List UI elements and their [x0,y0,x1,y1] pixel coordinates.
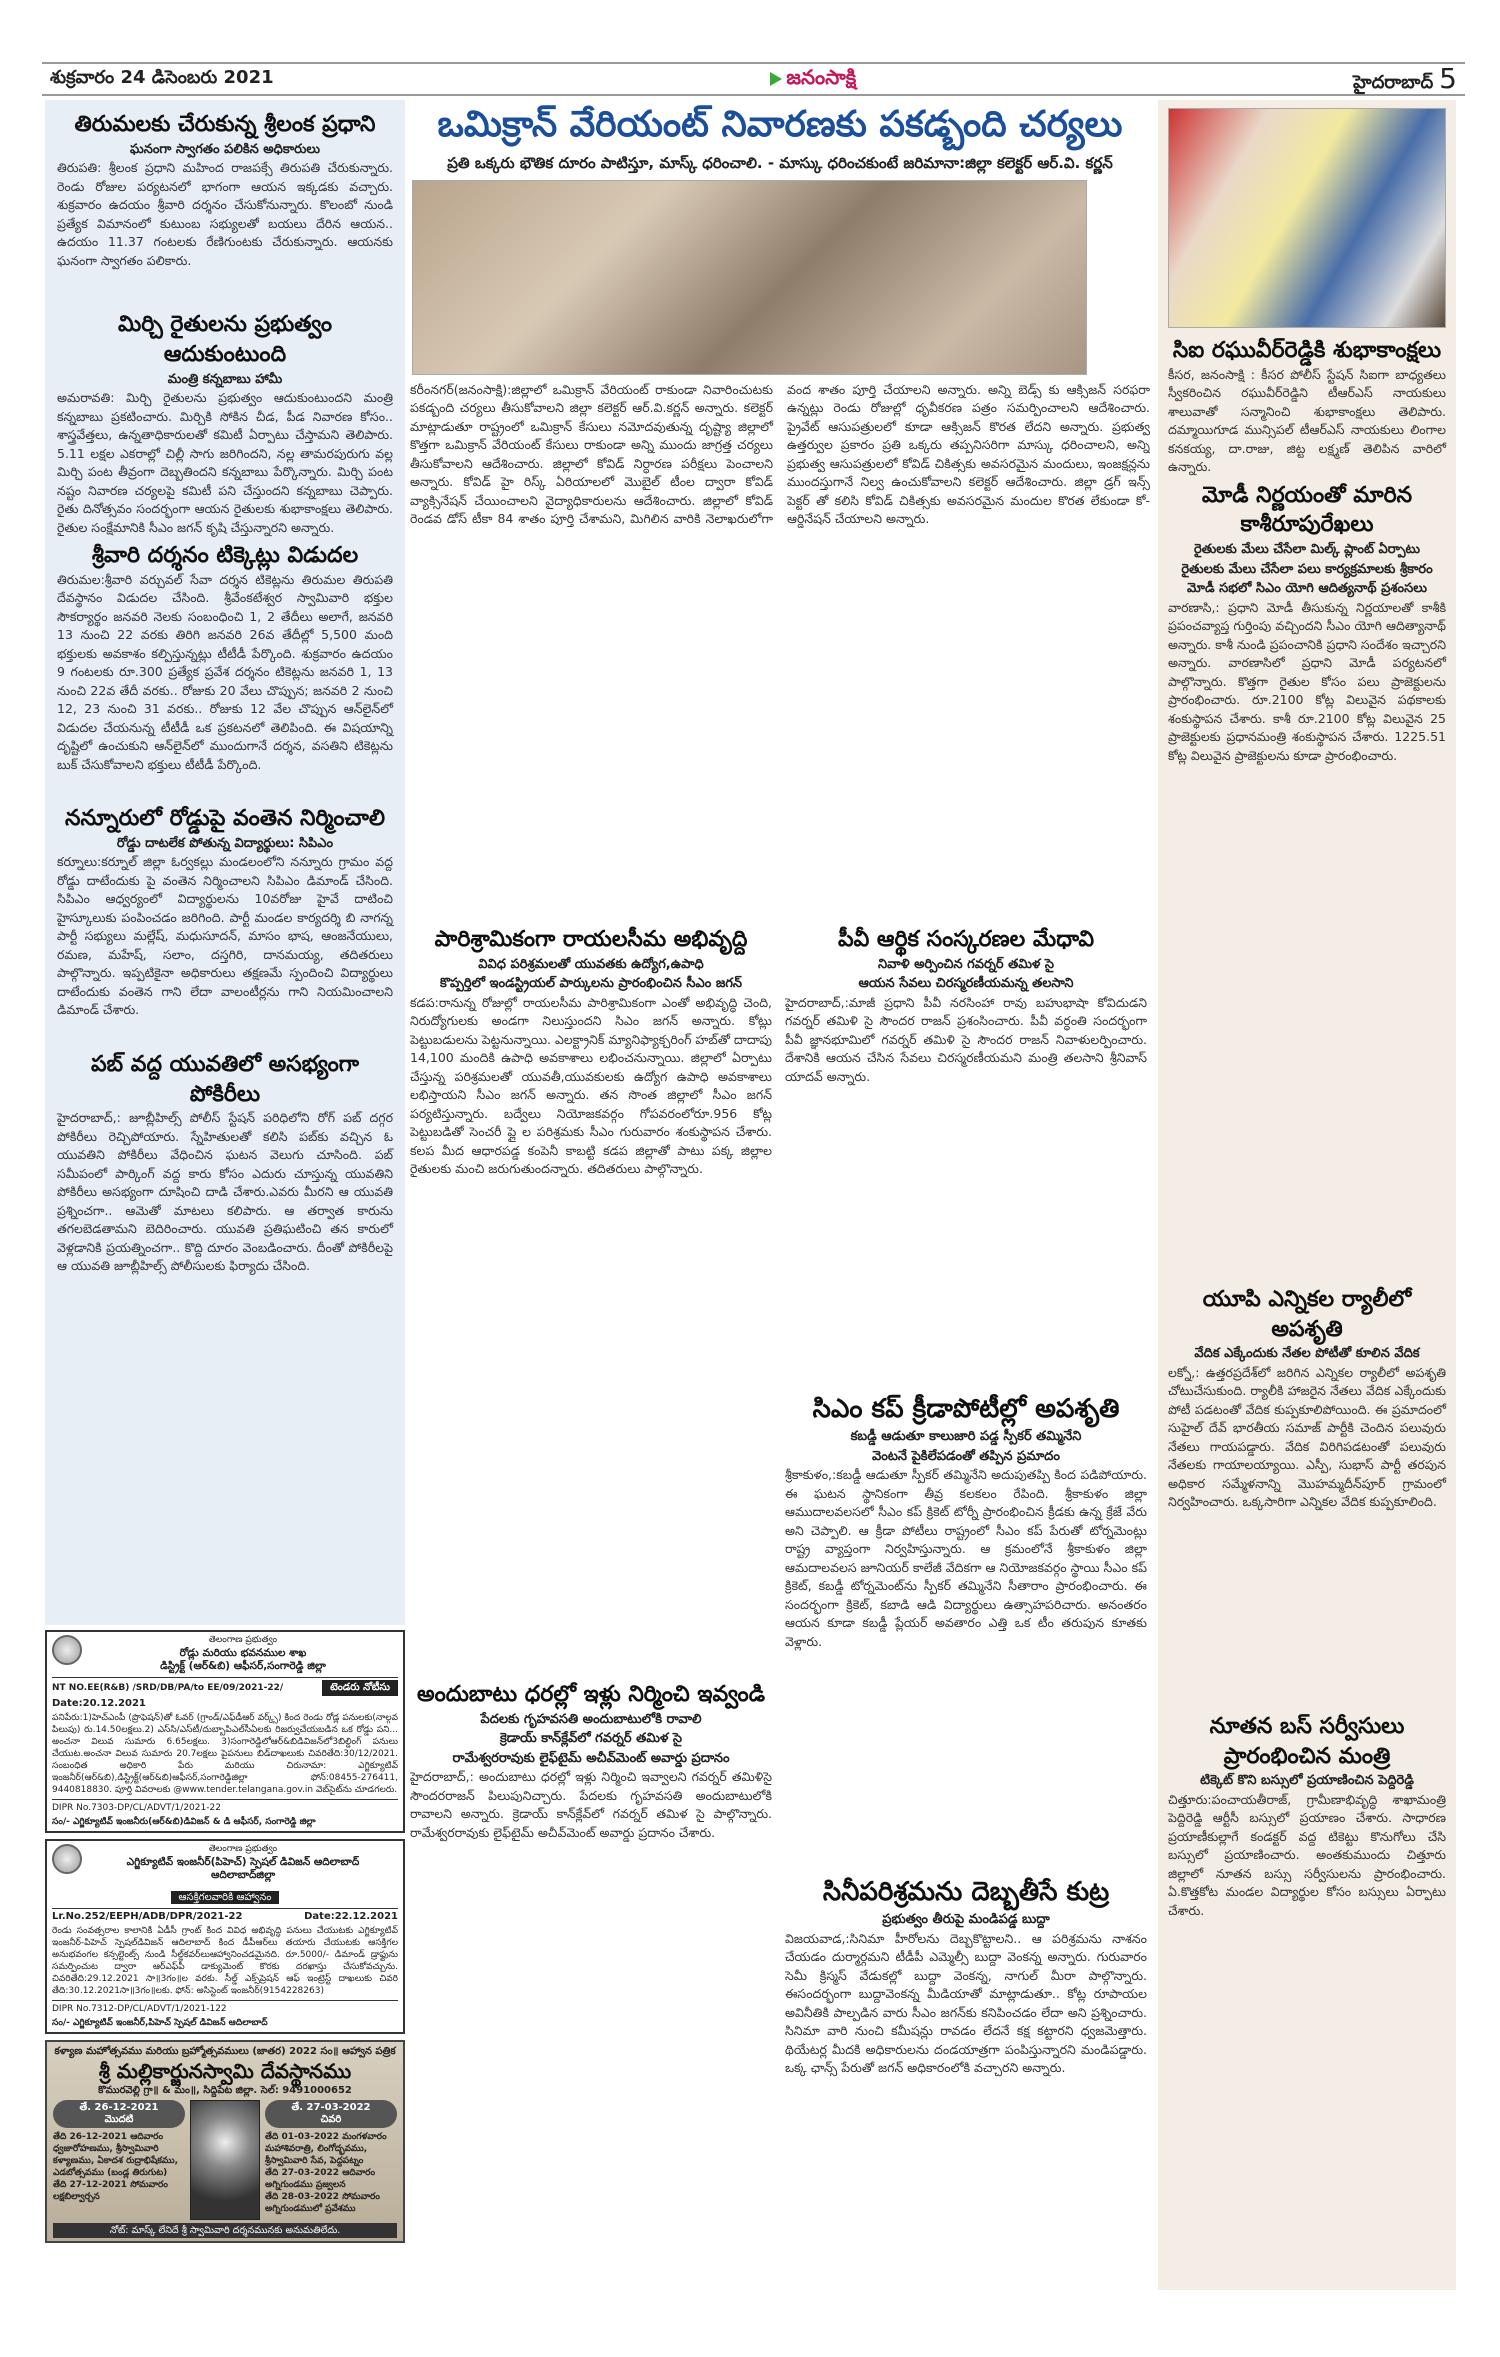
subhead: రామేశ్వరరావుకు లైఫ్‌టైమ్ అచీవ్‌మెంట్ అవార్డు ప్రదానం [452,1750,730,1766]
article-body: కీసర, జనంసాక్షి : కీసర పోలీస్ స్టేషన్ సిఐగా బాధ్యతలు స్వీకరించిన రఘువీర్‌రెడ్డిని టీఆర్‌ఎస్ నాయకులు శాలువాతో సన్మానించి శుభాకాంక్షలు తెలిపారు. దమ్మాయిగూడ మున్సిపల్ టీఆర్‌ఎస్ నాయకులు లింగాల కనకయ్య, దా.రాజు, జిట్ట లక్ష్మణ్ తెలిపిన వారిలో ఉన్నారు. [1168,366,1446,475]
article-up-rally [1168,1285,1446,1512]
page-number: 5 [1439,61,1457,95]
ad-ref: Lr.No.252/EEPH/ADB/DPR/2021-22 [52,1910,243,1922]
subhead: మోడీ సభలో సిఎం యోగి ఆదిత్యనాథ్ ప్రశంసలు [1187,581,1427,597]
ad-ref-bar [52,1908,398,1922]
temple-right-schedule [265,2100,397,2220]
article-cinema-industry [785,1875,1147,2290]
ad-signature: సం/- ఎగ్జిక్యూటివ్ ఇంజనీరు(ఆర్&బి)డివిజన్ & డి ఆఫీసర్, సంగారెడ్డి జిల్లా [52,1816,316,1827]
event-date: తేది 27-03-2022 ఆదివారం [265,2168,376,2178]
article-body: కరీంనగర్(జనంసాక్షి):జిల్లాలో ఒమిక్రాన్ వేరియంట్ రాకుండా నివారించుటకు పకడ్బంది చర్యలు తీసుకోవాలని జిల్లా కలెక్టర్ ఆర్.వి.కర్ణన్ అన్నారు. కలెక్టర్ మాట్లాడుతూ రాష్ట్రంలో ఒమిక్రాన్ కేసులు నమోదవుతున్న దృష్ట్యా జిల్లాలో కొత్తగా ఒమిక్రాన్ వేరియంట్ కేసులు రాకుండా అన్ని ముందు జాగ్రత్త చర్యలు తీసుకోవాలని ఆదేశించారు. జిల్లాలో కోవిడ్ నిర్ధారణ పరీక్షలు పెంచాలని అన్నారు. కోవిడ్ హై రిస్క్ ఏరియాలలో మొబైల్ టీంల ద్వారా కోవిడ్ వ్యాక్సినేషన్ చేయించాలని వైద్యాధికారులను ఆదేశించారు. జిల్లాలో కోవిడ్ రెండవ డోస్ టీకా 84 శాతం పూర్తి చేశామని, మిగిలిన వారికి నెలాఖరులోగా వంద శాతం పూర్తి చేయాలని అన్నారు. అన్ని బెడ్స్ కు ఆక్సిజన్ సరఫరా ఉన్నట్లు రెండు రోజుల్లో ధృవీకరణ పత్రం సమర్పించాలని ఆదేశించారు. ప్రైవేట్ ఆసుపత్రులలో కూడా ఆక్సిజన్ కొరత లేదని అన్నారు. ప్రభుత్వ ఉత్తర్వుల ప్రకారం ప్రతి ఒక్కరు తప్పనిసరిగా మాస్కు ధరించాలని, అన్ని ప్రభుత్వ ఆసుపత్రులలో కోవిడ్ చికిత్సకు అవసరమైన మందులు, ఇంజక్షన్లను ముందస్తుగానే నిల్వ ఉంచుకోవాలని కలెక్టర్ ఆదేశించారు. జిల్లా డ్రగ్ ఇన్స్ పెక్టర్ తో కలిసి కోవిడ్ చికిత్సకు అవసరమైన మందుల కొరత లేకుండా కో-ఆర్డినేషన్ చేయాలని అన్నారు. [410,381,1150,527]
article-body: హైదరాబాద్,: జూబ్లీహిల్స్ పోలీస్ స్టేషన్ పరిధిలోని రోగ్ పబ్ దగ్గర పోకిరీలు రెచ్చిపోయారు. స్నేహితులతో కలిసి పబ్‌కు వచ్చిన ఓ యువతిని పోకిరీలు వేధించిన ఘటన వెలుగు చూసింది. పబ్ సమీపంలో పార్కింగ్ వద్ద కారు కోసం ఎదురు చూస్తున్న యువతిని పోకిరీలు అసభ్యంగా దూషించి దాడి చేశారు.ఎవరు మీరని ఆ యువతి ప్రశ్నించగా.. ఆమెతో మాటలు కలిపారు. ఆ తర్వాత కారును తగలబెడతామని బెదిరించారు. యువతి ప్రతిఘటించి తన కారులో వెళ్లడానికి ప్రయత్నించగా.. కొద్ది దూరం వెంబడించారు. దీంతో పోకిరీలపై ఆ యువతి జూబ్లీహిల్స్ పోలీసులకు ఫిర్యాదు చేసింది. [57,1110,393,1274]
ad-dept-line: ఎగ్జిక్యూటివ్ ఇంజనీర్(పిహెచ్) స్పెషల్ డివిజన్ ఆదిలాబాద్ [126,1855,360,1868]
ad-signature: సం/- ఎగ్జిక్యూటివ్ ఇంజనీర్,పిహెచ్ స్పెషల్ డివిజన్ ఆదిలాబాద్ [52,2017,268,2028]
headline: శ్రీవారి దర్శనం టిక్కెట్లు విడుదల [91,543,359,569]
article-body: తిరుమల:శ్రీవారి వర్చువల్ సేవా దర్శన టికెట్లను తిరుమల తిరుపతి దేవస్థానం విడుదల చేసింది. శ్రీవేంకటేశ్వర స్వామివారి భక్తుల సౌకర్యార్థం జనవరి నెలకు సంబంధించి 1, 2 తేదీలు అలాగే, జనవరి 13 నుంచి 22 వరకు తిరిగి జనవరి 26వ తేదీల్లో 5,500 మంది భక్తులకు అవకాశం కల్పిస్తున్నట్లు టీటీడీ పేర్కొంది. శుక్రవారం ఉదయం 9 గంటలకు రూ.300 ప్రత్యేక ప్రవేశ దర్శనం టికెట్లను జనవరి 1, 13 నుంచి 22వ తేదీ వరకు.. రోజుకు 20 వేలు చొప్పున; జనవరి 2 నుంచి 12, 23 నుంచి 31 వరకు.. రోజుకు 12 వేల చొప్పున ఆన్‌లైన్‌లో విడుదల చేయనున్న టీటీడీ ఒక ప్రకటనలో తెలిపింది. ఈ విషయాన్ని దృష్టిలో ఉంచుకుని ఆన్‌లైన్‌లో ముందుగానే దర్శన, వసతిని టికెట్లను బుక్ చేసుకోవాలని భక్తులు టీటీడీ పేర్కొంది. [57,571,393,772]
ad-body: రెండు సంవత్సరాల కాలానికి ఏడీసీ గ్రాంట్ కింద వివిధ అభివృద్ధి పనులు చేయుటకు ఎగ్జిక్యూటివ్ ఇంజనీర్-పిహెచ్ స్పెషల్‌డివిజన్ ఆదిలాబాద్ కింద డీపీఆర్‌లు తయారు చేయుటకు ఆసక్తిగల అనుభవంగల కన్సల్టెంట్స్ నుండి సీల్డ్‌కవర్‌లుఆహ్వానించడమైనది. రూ.5000/- డిమాండ్ డ్రాఫ్టును సమర్పించుట ద్వారా ఆర్‌ఎఫ్‌పీ డాక్యుమెంట్ కొరకు దరఖాస్తు చేసుకోవచ్చును. చివరితేది:29.12.2021 సా॥3గం॥ల వరకు. సీల్డ్ ఎక్స్‌ప్రెషన్ ఆఫ్ ఇంట్రెస్ట్ దాఖలుకు చివరి తేది:30.12.2021సా॥3గం॥లకు. ఫోన్: అసిస్టెంట్ ఇంజనీర్(9154228263) [52,1925,398,1996]
article-srilanka-pm [57,110,393,270]
start-date: తే. 26-12-2021 [79,2102,159,2113]
headline: పీవీ ఆర్థిక సంస్కరణల మేధావి [837,927,1095,952]
ad-footer [52,1799,398,1828]
subhead: కొప్పర్తిలో ఇండస్ట్రియల్ పార్కులను ప్రారంభించిన సీఎం జగన్ [439,976,743,992]
ad-dipr: DIPR No.7312-DP/CL/ADVT/1/2021-122 [52,2003,227,2014]
event-desc: అగ్నిగుండము ప్రజ్వలన [265,2180,346,2190]
subhead: నివాళి అర్పించిన గవర్నర్ తమిళ సై [877,956,1055,972]
event-date: తేది 01-03-2022 మంగళవారం [265,2132,387,2142]
headline: సినీపరిశ్రమను దెబ్బతీసే కుట్ర [822,1877,1110,1907]
subhead: వివిధ పరిశ్రమలతో యువతకు ఉద్యోగ,ఉపాధి [478,956,704,972]
article-pub-harassment [57,1050,393,1276]
eeph-notice-ad [45,1839,405,2034]
ad-dept-line: ఆదిలాబాద్‌జిల్లా [210,1869,276,1882]
newspaper-logo [770,65,856,94]
logo-text: జనంసాక్షి [786,64,857,89]
subhead: ఆయన సేవలు చిరస్మరణీయమన్న తలసాని [858,976,1074,992]
lead-story [410,102,1150,907]
article-body: హైదరాబాద్,: అందుబాటు ధరల్లో ఇళ్లు నిర్మించి ఇవ్వాలని గవర్నర్ తమిళిసై సౌందరరాజన్ పిలుపునిచ్చారు. పేదలకు గృహవసతి అందుబాటులోకి రావాలని అన్నారు. క్రెడాయ్ కాన్‌క్లేవ్‌లో గవర్నర్ తమిళ సై పాల్గొన్నారు. రామేశ్వరరావుకు లైఫ్‌టైమ్ అచీవ్‌మెంట్ అవార్డు ప్రదానం చేశారు. [410,1769,772,1840]
subhead: ప్రభుత్వం తీరుపై మండిపడ్డ బుద్దా [882,1912,1050,1928]
subhead: ఘనంగా స్వాగతం పలికిన అధికారులు [129,141,321,157]
headline: మిర్చి రైతులను ప్రభుత్వం ఆదుకుంటుంది [117,312,333,367]
deity-image [190,2100,260,2220]
headline: మోడీ నిర్ణయంతో మారిన కాశీరూపురేఖలు [1201,482,1413,538]
headline: పబ్ వద్ద యువతిలో అసభ్యంగా పోకిరీలు [91,1051,359,1107]
article-cm-cup [785,1392,1147,1872]
headline: సిఎం కప్ క్రీడాపోటీల్లో అపశృతి [812,1394,1120,1424]
article-body: అమరావతి: మిర్చి రైతులను ప్రభుత్వం ఆదుకుంటుందని మంత్రి కన్నబాబు ప్రకటించారు. మిర్చికి సోకిన చీడ, పీడ నివారణ కోసం.. శాస్త్రవేత్తలు, ఉన్నతాధికారులతో కమిటీ ఏర్పాటు చేస్తామని తెలిపారు. 5.11 లక్షల ఎకరాల్లో చిల్లీ సాగు జరిగిందని, నల్ల తామరపురుగు వల్ల మిర్చి పంట తీవ్రంగా దెబ్బతిందని కన్నబాబు పేర్కొన్నారు. మిర్చి పంట నష్టం నివారణ చర్యలపై కమిటీ పని చేస్తుందని కన్నబాబు చెప్పారు. రైతు దినోత్సవం సందర్భంగా ఆయన రైతులకు శుభాకాంక్షలు తెలిపారు. రైతుల సంక్షేమానికి సీఎం జగన్ కృషి చేస్తున్నారని అన్నారు. [57,390,393,535]
event-desc: మహాశివరాత్రి, లింగోద్భవము, శ్రీస్వామివారి సేవ, పెద్దపట్నం [265,2144,368,2166]
telangana-seal-icon [52,1844,82,1874]
article-darshan-tickets [57,541,393,774]
article-body: లక్నో,: ఉత్తరప్రదేశ్‌లో జరిగిన ఎన్నికల ర్యాలీలో అపశృతి చోటుచేసుకుంది. ర్యాలీకి హాజరైన నేతలు వేదిక ఎక్కేందుకు పోటీ పడటంతో వేదిక కుప్పకూలిపోయింది. ఈ ప్రమాదంలో సుహైల్ దేవ్ భారతీయ సమాజ్ పార్టీకి చెందిన పలువురు నేతలు గాయపడ్డారు. వేదిక విరిగిపడటంతో పలువురు నేతలకు గాయాలయ్యాయి. ఎస్పీ, సుభాస్ పార్టీ తరపున అధికార సమ్మేళనాన్ని మొహమ్మదీన్‌పూర్ గ్రామంలో నిర్వహించారు. ఒక్కసారిగా ఎన్నికల వేదిక కుప్పకూలింది. [1168,1364,1446,1510]
city-name: హైదరాబాద్ [1353,71,1434,93]
masthead [42,62,1465,96]
ad-body: పనిపేరు:1)హెచ్ఎంపీ (ప్రొఫెషన్)తో ఓవర్ (గ్రాండ్/ఎఫ్‌డీఆర్ వర్క్స్) కింద రెండు రోడ్ల పనులకు(నాల్గవ పిలుపు) రు.14.50లక్షలు.2) ఎస్‌సి/ఎస్‌టీ/దుబ్బాపిఎల్‌సీఏలకు రిజర్వుచేయబడిన ఒక రోడ్డు పని... అంచనా విలువ సుమారు 6.65లక్షలు. 3)సంగారెడ్డిలోఆర్&బిడివిజన్‌లో3బిల్డింగ్ పనులు చేయుట.అంచనా విలువ సుమారు 20.7లక్షలు పైపనులు బిడ్‌దాఖలుకు చివరితేది:30/12/2021. సంబంధిత అధికారి పేరు మరియు చిరునామా: ఎగ్జిక్యూటివ్ ఇంజనీర్(ఆర్&బి),డిస్ట్రిక్ట్(ఆర్&బి)ఆఫీసర్,సంగారెడ్డిజిల్లా ఫోన్:08455-276411, 9440818830. పూర్తి వివరాలకు @www.tender.telangana.gov.in వెబ్‌సైట్‌ను చూడగలరు. [52,1712,398,1795]
start-date-badge [53,2100,185,2128]
ad-tag: ఆసక్తిగలవారికి ఆహ్వానం [171,1891,280,1904]
temple-address: కొమురవెల్లి గ్రా॥ & మం॥, సిద్దిపేట జిల్లా. సెల్: 9491000652 [98,2085,352,2096]
temple-name: శ్రీ మల్లికార్జునస్వామి దేవస్థానము [98,2059,352,2083]
ad-date: Date:22.12.2021 [304,1910,398,1922]
temple-note: నోట్: మాస్క్ లేనిదే శ్రీ స్వామివారి దర్శనమునకు అనుమతిలేదు. [53,2223,397,2238]
leaf-icon [770,72,782,86]
article-new-buses [1168,1712,1446,1920]
headline: నన్నూరులో రోడ్డుపై వంతెన నిర్మించాలి [65,806,385,832]
lead-headline: ఒమిక్రాన్ వేరియంట్ నివారణకు పకడ్బంది చర్యలు [437,104,1123,145]
ad-ref: NT NO.EE(R&B) /SRD/DB/PA/to EE/09/2021-22/ [52,1682,284,1693]
end-label: చివరి [320,2114,342,2125]
ad-department [52,1844,398,1883]
event-desc: లక్షబిల్వార్చన [53,2192,100,2202]
left-column [45,100,405,1625]
headline: నూతన బస్ సర్వీసులు ప్రారంభించిన మంత్రి [1209,1713,1405,1769]
ad-dept-line: రోడ్లు మరియు భవనముల శాఖ [179,1646,307,1659]
article-ci-raghuveer [1168,336,1446,477]
ad-state: తెలంగాణ ప్రభుత్వం [208,1635,278,1645]
article-body: విజయవాడ,:సినిమా హీరోలను దెబ్బకొట్టాలని.. ఆ పరిశ్రమను నాశనం చేయడం దుర్మార్గమని టీడీపీ ఎమ్మెల్సీ బుద్దా వెంకన్న అన్నారు. గురువారం సెమీ క్రిస్మస్ వేడుకల్లో బుద్దా వెంకన్న, నాగుల్ మీరా పాల్గొన్నారు. ఈసందర్భంగా బుద్దావెంకన్న మీడియాతో మాట్లాడుతూ.. కోట్ల రూపాయల అవినీతికి పాల్పడిన వారు సీఎం జగన్‌కు కనిపించడం లేదా అని ప్రశ్నించారు. సినిమా వారి నుంచి కమీషన్లు రావడం లేదనే కక్ష కట్టారని ధ్వజమెత్తారు. థియేటర్ల మీదకి అధికారులను దండయాత్రగా పంపిస్తున్నారని మండిపడ్డారు. ఒక్క ఛాన్స్ పేరుతో జగన్ అధికారంలోకి వచ్చారని అన్నారు. [785,1930,1147,2076]
article-rayalaseema [410,925,772,1670]
subhead: వేదిక ఎక్కేందుకు నేతల పోటీతో కూలిన వేదిక [1194,1346,1420,1362]
ad-department [52,1635,398,1674]
article-nannur-bridge [57,804,393,1020]
article-kashi [1168,481,1446,765]
ad-dipr: DIPR No.7303-DP/CL/ADVT/1/2021-22 [52,1802,221,1813]
article-body: వారణాసి,: ప్రధాని మోడీ తీసుకున్న నిర్ణయాలతో కాశీకి ప్రపంచవ్యాప్త గుర్తింపు వచ్చిందని సీఎం యోగి ఆదిత్యానాథ్ అన్నారు. కాశీ నుండి ప్రపంచానికి ప్రధాని సందేశం ఇచ్చారని అన్నారు. వారణాసిలో ప్రధాని మోడీ పర్యటనలో పాల్గొన్నారు. కొత్తగా రైతుల కోసం పలు ప్రాజెక్టులను ప్రారంభించారు. రూ.2100 కోట్ల విలువైన పథకాలకు శంకుస్థాపన చేశారు. కాశీ రూ.2100 కోట్ల విలువైన 25 ప్రాజెక్టులకు ప్రధానమంత్రి శంకుస్థాపన చేశారు. 1225.51 కోట్ల విలువైన ప్రాజెక్టులను కూడా ప్రారంభించారు. [1168,599,1446,763]
article-housing [410,1680,772,2290]
subhead: రైతులకు మేలు చేసేలా పలు కార్యక్రమాలకు శ్రీకారం [1181,561,1433,577]
lead-subhead: ప్రతి ఒక్కరు భౌతిక దూరం పాటిస్తూ, మాస్క్ ధరించాలి. - మాస్కు ధరించకుంటే జరిమానా:జిల్లా కలెక్టర్ ఆర్.వి. కర్ణన్ [447,153,1113,172]
article-pv-narasimha-rao [785,925,1147,1385]
temple-invite-line: కళ్యాణ మహోత్సవము మరియు బ్రహ్మోత్సవములు (జాతర) 2022 సం॥ ఆహ్వాన పత్రిక [54,2046,396,2057]
ad-date: Date:20.12.2021 [52,1697,146,1709]
subhead: టిక్కెట్ కొని బస్సులో ప్రయాణించిన పెద్దిరెడ్డి [1200,1773,1414,1789]
issue-date: శుక్రవారం 24 డిసెంబరు 2021 [50,66,274,88]
headline: పారిశ్రామికంగా రాయలసీమ అభివృద్ది [434,927,748,952]
ad-dept-line: డిస్ట్రిక్ట్ (ఆర్&బి) ఆఫీసర్,సంగారెడ్డి జిల్లా [160,1660,326,1673]
subhead: మంత్రి కన్నబాబు హామీ [167,371,283,387]
ad-footer [52,2000,398,2029]
article-body: హైదరాబాద్,:మాజీ ప్రధాని పీవీ నరసింహా రావు బహుభాషా కోవిదుడని గవర్నర్ తమిళి సై సౌందర రాజన్ ప్రశంసించారు. పీవీ వర్ధంతి సందర్భంగా పీవీ జ్ఞానభూమిలో గవర్నర్ తమిళి సై సౌందర రాజన్ నివాళులర్పించారు. దేశానికి ఆయన చేసిన సేవలు చిరస్మరణీయమని మంత్రి తలసాని శ్రీనివాస్ యాదవ్ అన్నారు. [785,994,1147,1084]
collector-meeting-photo [412,180,1087,375]
right-column [1158,100,1456,2290]
event-date: తేది 26-12-2021 ఆదివారం [53,2132,164,2142]
ad-state: తెలంగాణ ప్రభుత్వం [208,1844,278,1854]
article-body: కడప:రానున్న రోజుల్లో రాయలసీమ పారిశ్రామికంగా ఎంతో అభివృద్ధి చెంది, నిరుద్యోగులకు అండగా నిలుస్తుందని సిఎం జగన్ అన్నారు. కోట్లు పెట్టుబడులను పెట్టనున్నాయి. ఎలక్ట్రానిక్ మ్యానిఫ్యాక్చరింగ్ హబ్‌తో దాదాపు 14,100 మందికి ఉపాధి అవకాశాలు లభించనున్నాయి. జిల్లాలో ఏర్పాటు చేస్తున్న పరిశ్రమలతో యువతీ,యువకులకు ఉద్యోగ ఉపాధి అవకాశాలు లభిస్తాయని సీఎం జగన్ అన్నారు. తన సొంత జిల్లాలో సీఎం జగన్ పర్యటిస్తున్నారు. బద్వేలు నియోజకవర్గం గోపవరంలోరూ.956 కోట్ల పెట్టుబడితో సెంచరీ ప్లై ల పరిశ్రమకు సీఎం గురువారం శంకుస్థాపన చేశారు. కలప మీద ఆధారపడ్డ కంపెనీ కాబట్టి కడప జిల్లాతో పాటు పక్క జిల్లాల రైతులకు మంచి జరుగుతుందన్నారు. తదితరులు పాల్గొన్నారు. [410,994,772,1177]
subhead: వెంటనే పైకిలేపడంతో తప్పిన ప్రమాదం [872,1448,1060,1464]
end-date-badge [265,2100,397,2128]
temple-left-schedule [53,2100,185,2220]
headline: తిరుమలకు చేరుకున్న శ్రీలంక ప్రధాని [74,112,376,137]
telangana-seal-icon [52,1635,82,1665]
rb-tender-ad [45,1630,405,1833]
ad-ref-bar [52,1677,398,1709]
headline: సిఐ రఘువీర్‌రెడ్డికి శుభాకాంక్షలు [1172,338,1442,363]
subhead: రైతులకు మేలు చేసేలా మిల్క్ ప్లాంట్ ఏర్పాటు [1193,542,1421,558]
subhead: రోడ్డు దాటలేక పోతున్న విద్యార్థులు: సిపిఎం [116,835,334,851]
article-body: తిరుపతి: శ్రీలంక ప్రధాని మహింద రాజపక్సే తిరుపతి చేరుకున్నారు. రెండు రోజుల పర్యటనలో భాగంగా ఆయన ఇక్కడకు వచ్చారు. శుక్రవారం ఉదయం శ్రీవారి దర్శనం చేసుకోనున్నారు. కొలంబో నుండి ప్రత్యేక విమానంలో కుటుంబ సభ్యులతో బయలు దేరిన ఆయన.. ఉదయం 11.37 గంటలకు రేణిగుంటకు చేరుకున్నారు. ఆయనకు ఘనంగా స్వాగతం పలికారు. [57,160,393,268]
end-date: తే. 27-03-2022 [291,2102,371,2113]
article-body: చిత్తూరు:పంచాయతీరాజ్, గ్రామీణాభివృద్ధి శాఖామంత్రి పెద్దిరెడ్డి ఆర్టీసీ బస్సులో ప్రయాణం చేశారు. సాధారణ ప్రయాణీకుల్లాగే కండక్టర్ వద్ద టికెట్టు కొనుగోలు చేసి బస్సులో ప్రయాణించారు. అంతకుముందు చిత్తూరు జిల్లాలో నూతన బస్సు సర్వీసులను ప్రారంభించారు. ఏ.కొత్తకోట మండల విద్యార్థుల కోసం బస్సులు ఏర్పాటు చేశారు. [1168,1791,1446,1918]
temple-festival-ad [45,2040,405,2243]
article-body: కర్నూలు:కర్నూల్ జిల్లా ఓర్వకల్లు మండలంలోని నన్నూరు గ్రామం వద్ద రోడ్డు దాటేందుకు పై వంతెన నిర్మించాలని సిపిఎం డిమాండ్ చేసింది. సిపిఎం ఆధ్వర్యంలో విద్యార్థులను 10వరోజు హైవే దాటించి హైస్కూలుకు పంపించడం జరిగింది. పార్టీ మండల కార్యదర్శి బి నాగన్న పార్టీ సభ్యులు మల్లేష్, మధుసూదన్, మాసం భాష, ఆంజనేయులు, రమణ, మహేష్, సలాం, దస్తగిరి, దానమయ్య, తదితరులు పాల్గొన్నారు. ఇప్పటికైనా అధికారులు తక్షణమే స్పందించి విద్యార్థులు దాటేందుకు వంతెన గాని లేదా వాలంటీర్లను గాని నియమించాలని డిమాండ్ చేశారు. [57,854,393,1018]
subhead: క్రెడాయ్ కాన్‌క్లేవ్‌లో గవర్నర్ తమిళ సై [499,1731,683,1747]
start-label: మొదటి [104,2114,134,2125]
headline: యూపి ఎన్నికల ర్యాలీలో అపశృతి [1202,1287,1412,1342]
subhead: పేదలకు గృహవసతి అందుబాటులోకి రావాలి [480,1711,702,1727]
event-desc: ధ్వజారోహణము, శ్రీస్వామివారి కళ్యాణము, ఏకాదశ రుద్రాభిషేకము, ఎడబోత్సవము (బండ్ల తిరుగుట) [53,2144,178,2178]
article-body: శ్రీకాకుళం,:కబడ్డీ ఆడుతూ స్పీకర్ తమ్మినేని అదుపుతప్పి కింద పడిపోయారు. ఈ ఘటన స్థానికంగా తీవ్ర కలకలం రేపింది. శ్రీకాకుళం జిల్లా ఆముదాలవలసలో సీఎం కప్ క్రికెట్ టోర్నీ ప్రారంభించిన క్రీడకు ఉన్న క్రేజే వేరు అని చెప్పాలి. ఆ క్రీడా పోటీలు రాష్ట్రంలో సీఎం కప్ పేరుతో టోర్నమెంట్లు రాష్ట్ర వ్యాప్తంగా నిర్వహిస్తున్నారు. ఆ క్రమంలోనే శ్రీకాకుళం జిల్లా ఆమదాలవలస జూనియర్ కాలేజీ వేదికగా ఆ నియోజకవర్గం స్థాయి సీఎం కప్ క్రికెట్, కబడ్డీ టోర్నమెంట్‌ను స్పీకర్ తమ్మినేని సీతారాం ప్రారంభించారు. ఈ సందర్భంగా క్రికెట్, కబాడి ఆడి విద్యార్థులు ఉత్సాహపరిచారు. అనంతరం ఆయన కూడా కబడ్డీ ప్లేయర్ అవతారం ఎత్తి ఒక టీం తరుపున కూతకు వెళ్లారు. [785,1467,1147,1649]
ad-tag: టెండరు నోటీసు [322,1680,398,1696]
article-chilli-farmers [57,310,393,537]
event-date: తేది 28-03-2022 సోమవారం [265,2192,380,2202]
lead-article-body [410,381,1150,531]
subhead: కబడ్డీ ఆడుతూ కాలుజారి పడ్డ స్పీకర్ తమ్మినేని [850,1429,1082,1445]
event-desc: అగ్నిగుండములో ప్రవేశము [265,2204,356,2214]
felicitation-photo [1168,108,1446,328]
event-date: తేది 27-12-2021 సోమవారం [53,2180,168,2190]
edition-city [1353,62,1457,97]
headline: అందుబాటు ధరల్లో ఇళ్లు నిర్మించి ఇవ్వండి [417,1682,765,1707]
